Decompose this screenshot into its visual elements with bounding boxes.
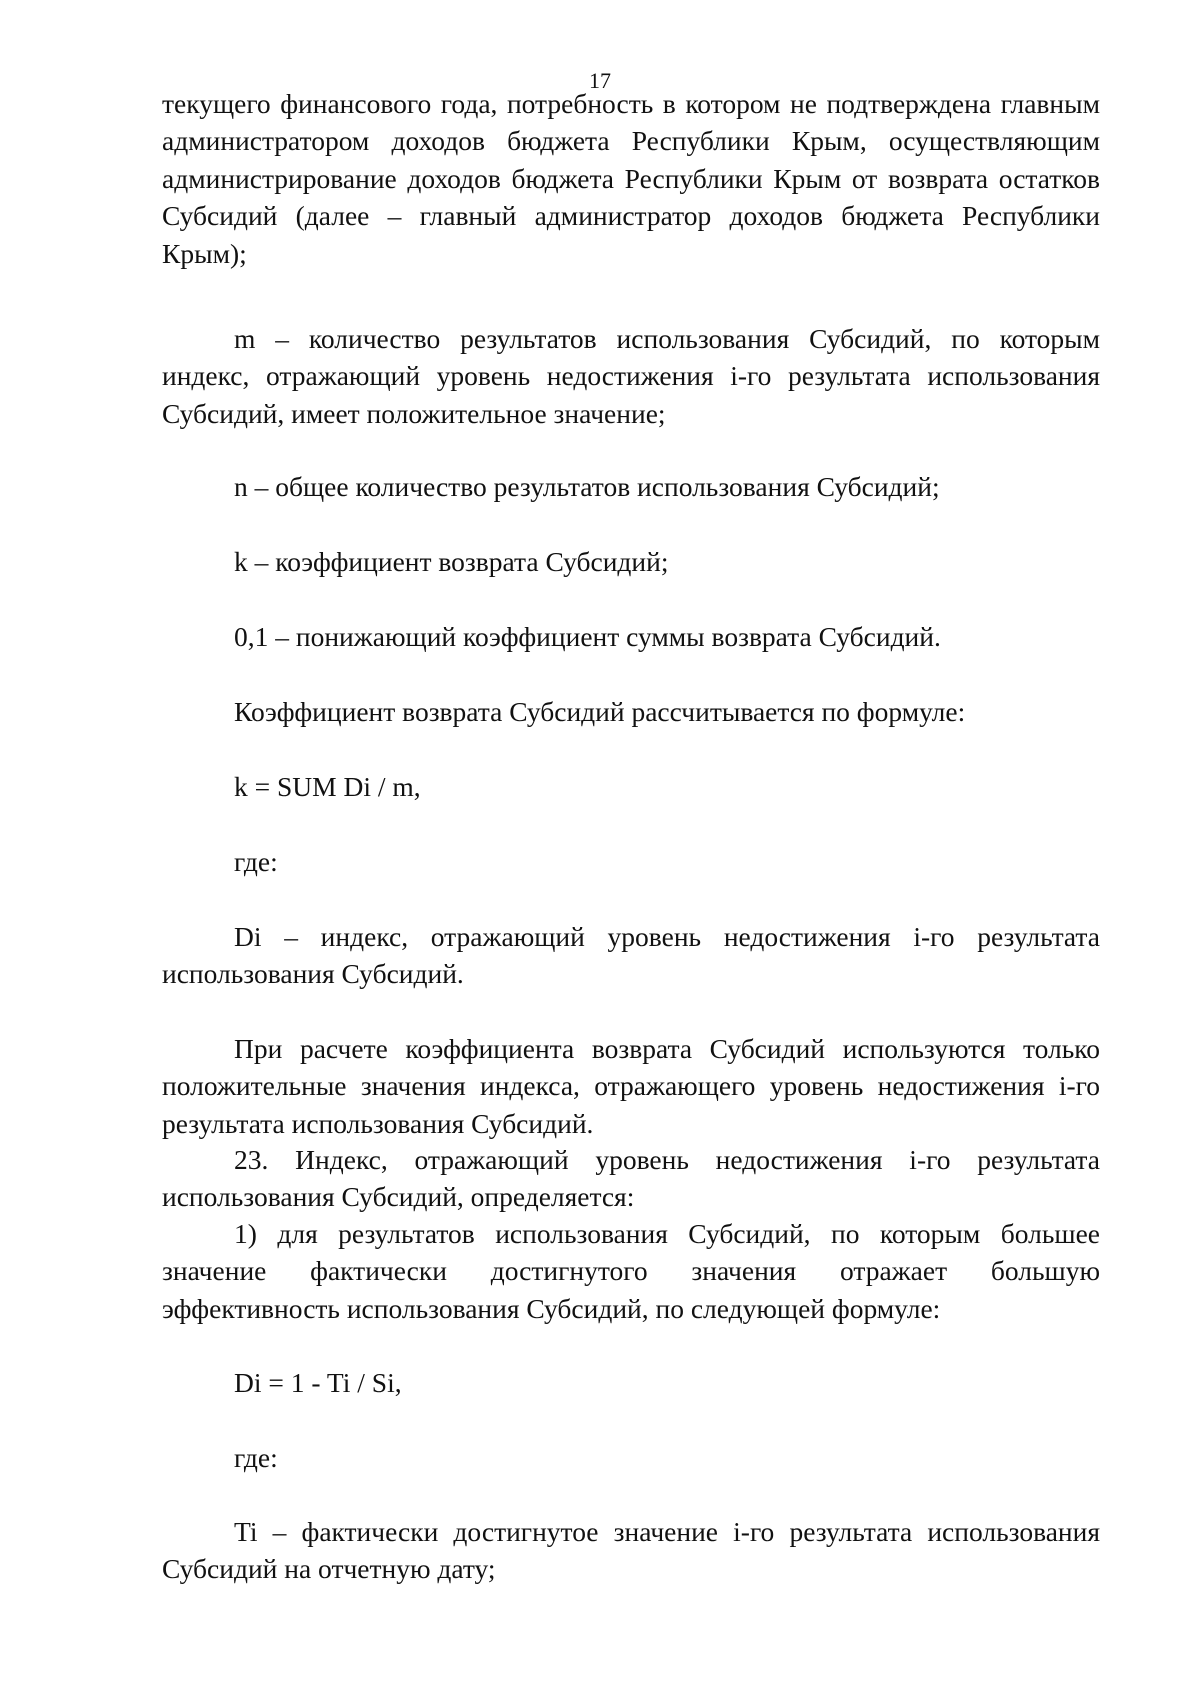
formula-k bbox=[162, 768, 1100, 805]
formula-text: k = SUM Di / m, bbox=[234, 771, 421, 802]
paragraph-calculation-note bbox=[162, 1030, 1100, 1142]
paragraph-text: Ti – фактически достигнутое значение i-го результата использования Субсидий на отчетную дату; bbox=[162, 1516, 1100, 1585]
where-text: где: bbox=[234, 1442, 278, 1473]
paragraph-ti-definition bbox=[162, 1513, 1100, 1588]
paragraph-text: 0,1 – понижающий коэффициент суммы возврата Субсидий. bbox=[234, 621, 941, 652]
paragraph-di-definition bbox=[162, 918, 1100, 993]
paragraph-text: m – количество результатов использования Субсидий, по которым индекс, отражающий уровень недостижения i-го результата использования Субсидий, имеет положительное значение; bbox=[162, 323, 1100, 429]
paragraph-text: 23. Индекс, отражающий уровень недостижения i-го результата использования Субсидий, определяется: bbox=[162, 1144, 1100, 1213]
paragraph-coefficient-intro bbox=[162, 693, 1100, 730]
paragraph-m-definition bbox=[162, 320, 1100, 432]
paragraph-text: Di – индекс, отражающий уровень недостижения i-го результата использования Субсидий. bbox=[162, 921, 1100, 990]
paragraph-n-definition bbox=[162, 468, 1100, 505]
paragraph-text: 1) для результатов использования Субсидий, по которым большее значение фактически достигнутого значения отражает большую эффективность использования Субсидий, по следующей формуле: bbox=[162, 1218, 1100, 1324]
paragraph-text: текущего финансового года, потребность в котором не подтверждена главным администратором доходов бюджета Республики Крым, осуществляющим администрирование доходов бюджета Республики Крым от возврата остатков Субсидий (далее – главный администратор доходов бюджета Республики Крым); bbox=[162, 88, 1100, 269]
paragraph-text: n – общее количество результатов использования Субсидий; bbox=[234, 471, 940, 502]
paragraph-item-23 bbox=[162, 1141, 1100, 1216]
paragraph-item-23-1 bbox=[162, 1215, 1100, 1327]
where-label-1 bbox=[162, 843, 1100, 880]
formula-text: Di = 1 - Ti / Si, bbox=[234, 1367, 402, 1398]
where-text: где: bbox=[234, 846, 278, 877]
paragraph-text: При расчете коэффициента возврата Субсидий используются только положительные значения индекса, отражающего уровень недостижения i-го результата использования Субсидий. bbox=[162, 1033, 1100, 1139]
page-number: 17 bbox=[589, 68, 611, 93]
paragraph-k-definition bbox=[162, 543, 1100, 580]
paragraph-text: k – коэффициент возврата Субсидий; bbox=[234, 546, 669, 577]
where-label-2 bbox=[162, 1439, 1100, 1476]
formula-di bbox=[162, 1364, 1100, 1401]
paragraph-01-definition bbox=[162, 618, 1100, 655]
paragraph-continuation bbox=[162, 85, 1100, 272]
paragraph-text: Коэффициент возврата Субсидий рассчитывается по формуле: bbox=[234, 696, 966, 727]
